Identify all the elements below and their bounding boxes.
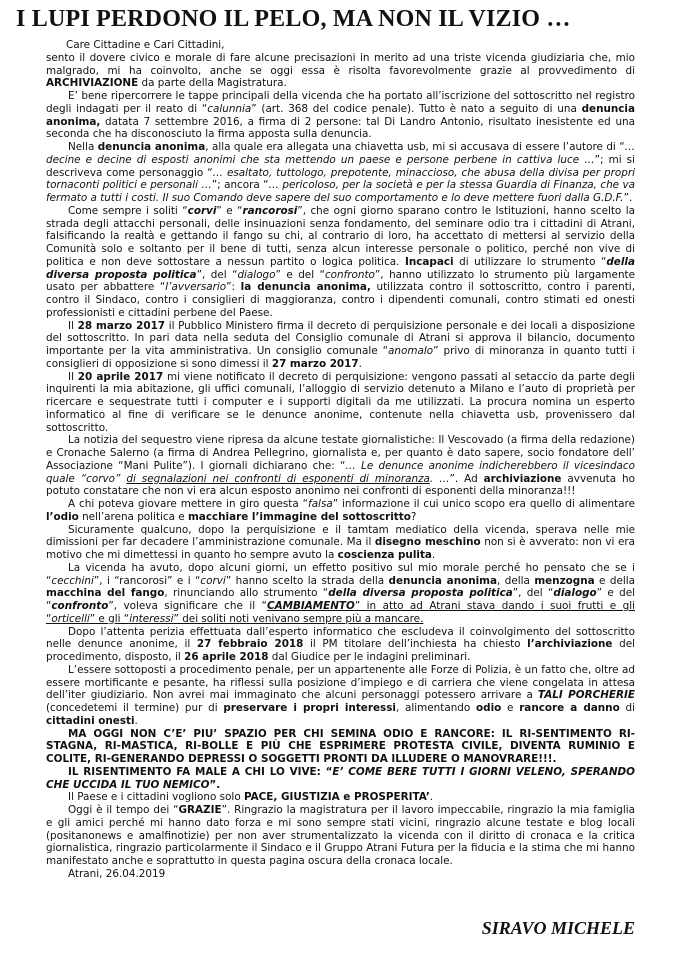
p10-run: ” e del “	[46, 587, 635, 612]
p8-run: l’odio	[46, 510, 79, 523]
p10-run: ” e gli “	[89, 612, 130, 625]
p16-run: Oggi è il tempo dei “	[68, 804, 179, 816]
p10-run: ”, i “rancorosi” e i “	[93, 574, 201, 587]
p15-run: PACE, GIUSTIZIA e PROSPERITA’	[243, 791, 430, 804]
p12-run: odio	[476, 702, 502, 714]
paragraph-11	[46, 626, 635, 664]
paragraph-14	[46, 766, 635, 792]
signature: SIRAVO MICHELE	[481, 918, 635, 938]
p13-run: MA OGGI NON C’E’ PIU’ SPAZIO PER CHI SEMINA ODIO E RANCORE: IL RI-SENTIMENTO RI-STAGNA, RI-MASTICA, RI-BOLLE E PIÙ CHE ESPRIMERE PROTESTA CIVILE, DIVENTA RUMINIO E COLITE, RI-GENERANDO DEPRESSI O SOGGETTI PRONTI DA ILLUDERE O MANOVRARE!!!.	[46, 727, 635, 765]
place-date: Atrani, 26.04.2019	[68, 867, 166, 880]
p4-run: ” e “	[216, 204, 243, 217]
paragraph-15	[46, 791, 635, 804]
p7-run: . …	[429, 472, 450, 485]
p5-run: .	[358, 357, 362, 370]
p12-run: rancore a danno	[519, 702, 620, 714]
p5-run: anomalo	[388, 345, 434, 357]
p8-run: falsa	[308, 498, 333, 510]
p9-run: Sicuramente qualcuno, dopo la perquisizione e il tamtam mediatico della vicenda, sperava nelle mie dimissioni per far decadere l’amministrazione comunale. Ma il	[46, 523, 635, 549]
p8-run: nell’arena politica e	[78, 510, 188, 523]
p6-run: Il	[68, 370, 78, 383]
p4-run: Come sempre i soliti “	[68, 204, 188, 217]
p8-run: ” informazione il cui unico scopo era quello di alimentare	[332, 498, 635, 510]
p2-run: datata 7 settembre 2016, a firma di 2 persone: tal Di Landro Antonio, risultato inesistente ed una seconda che ha disconosciuto la firma apposta sulla denuncia.	[46, 115, 635, 141]
p5-run: il Pubblico Ministero firma il decreto di perquisizione personale e dei locali a disposizione del sottoscritto. In pari data nella seduta del Consiglio comunale di Atrani si approva il bilancio, documento importante per la vita amministrativa. Un consiglio comunale “	[46, 319, 635, 357]
p3-run: … decine e decine di esposti anonimi che sta mettendo un paese e persone perbene in cattiva luce …	[46, 141, 636, 166]
p10-run: ” dei soliti noti venivano sempre più a mancare.	[173, 612, 424, 625]
p7-run: avvenuta ho potuto constatare che non vi era alcun esposto anonimo nei confronti di esponenti della minoranza!!!	[46, 472, 635, 498]
paragraph-7	[46, 434, 635, 498]
p10-run: dialogo	[553, 587, 597, 600]
p11-run: 27 febbraio 2018	[196, 638, 304, 651]
p5-run: 27 marzo 2017	[271, 357, 359, 370]
p11-run: dal Giudice per le indagini preliminari.	[268, 651, 471, 663]
p4-run: ”, del “	[196, 268, 238, 281]
p15-run: .	[429, 791, 434, 804]
paragraph-1	[46, 52, 635, 90]
p8-run: macchiare l’immagine del sottoscritto	[187, 510, 411, 523]
p2-run: E’ bene ripercorrere le tappe principali della vicenda che ha portato all’iscrizione del sottoscritto nel registro degli indagati per il reato di “	[46, 90, 635, 115]
p6-run: mi viene notificato il decreto di perquisizione: vengono passati al setaccio da parte degli inquirenti la mia abitazione, gli uffici comunali, l’alloggio di servizio detenuto a Milano e l’auto di proprietà per ricercare e sequestrate tutti i computer e i supporti digitali da me utilizzati. La procura nomina un esperto informatico al fine di verificare se le denunce anonime, contenute nella chiavetta usb, provenissero dal sottoscritto.	[46, 370, 636, 434]
p4-run: utilizzata contro il sottoscritto, contro i parenti, contro il Sindaco, contro i consiglieri di maggioranza, contro i dipendenti comunali, contro stimati ed onesti professionisti e cittadini perbene del Paese.	[46, 281, 635, 319]
p10-run: confronto	[51, 600, 109, 612]
p11-run: 26 aprile 2018	[184, 651, 269, 663]
p10-run: macchina del fango	[46, 587, 165, 600]
p5-run: ” privo di minoranza in quanto tutti i consiglieri di opposizione si sono dimessi il	[46, 345, 635, 370]
p2-run: ” (art. 368 del codice penale). Tutto è nato a seguito di una	[251, 102, 582, 115]
p4-run: ”:	[226, 281, 241, 294]
p4-run: ”, che ogni giorno sparano contro le Istituzioni, hanno scelto la strada degli attacchi personali, delle insinuazioni senza fondamento, del seminare odio tra i cittadini di Atrani, falsificando la realtà e gettando il fango su chi, al contrario di loro, ha accettato di mettersi al servizio della Comunità solo e soltanto per il bene di tutti, senza alcun interesse personale o politico, perché non vive di politica e non deve sottostare a nessun partito o logica politica.	[46, 204, 635, 268]
paragraph-6	[46, 371, 635, 435]
p12-run: preservare i propri interessi	[223, 702, 396, 714]
p12-run: di	[619, 702, 635, 714]
p12-run: e	[501, 702, 520, 714]
p12-run: L’essere sottoposti a procedimento penale, per un appartenente alle Forze di Polizia, è un fatto che, oltre ad essere mortificante e pesante, ha riflessi sulla posizione d’impiego e di carriera che viene congelata in attesa dell’iter giudiziario. Non avrei mai immaginato che alcuni personaggi potessero arrivare a	[46, 663, 635, 702]
p9-run: coscienza pulita	[337, 549, 432, 561]
p9-run: .	[431, 549, 436, 561]
p10-run: corvi	[200, 574, 226, 587]
p12-run: (concedetemi il termine) pur di	[46, 702, 224, 714]
p4-run: la denuncia anonima,	[240, 281, 371, 294]
p10-run: ”, del “	[512, 587, 554, 600]
document-title: I LUPI PERDONO IL PELO, MA NON IL VIZIO …	[16, 6, 571, 32]
p1-run: ARCHIVIAZIONE	[46, 77, 139, 90]
p12-run: .	[134, 714, 138, 727]
p10-run: La vicenda ha avuto, dopo alcuni giorni, un effetto positivo sul mio morale perché ho pensato che se i “	[46, 561, 635, 587]
p5-run: Il	[68, 319, 78, 332]
paragraph-10	[46, 562, 635, 626]
paragraph-2	[46, 90, 635, 141]
p11-run: Dopo l’attenta perizia effettuata dall’esperto informatico che escludeva il coinvolgimento del sottoscritto nelle denunce anonime, il	[46, 625, 635, 651]
p14-run: E’ COME BERE TUTTI I GIORNI VELENO, SPERANDO CHE UCCIDA IL TUO NEMICO	[46, 765, 635, 791]
p4-run: Incapaci	[405, 255, 454, 268]
p11-run: l’archiviazione	[527, 638, 613, 651]
p3-run: denuncia anonima	[97, 141, 206, 153]
p4-run: dialogo	[237, 268, 276, 281]
p9-run: non si è avverato: non vi era motivo che mi dimettessi in quanto ho sempre avuto la	[46, 536, 635, 561]
p1-run: sento il dovere civico e morale di fare alcune precisazioni in merito ad una triste vicenda giudiziaria che, mio malgrado, mi ha coinvolto, anche se oggi essa è risolta favorevolmente grazie al provvedimento di	[46, 51, 635, 77]
p6-run: 20 aprile 2017	[77, 370, 164, 383]
p10-run: denuncia anonima	[388, 574, 498, 587]
p10-run: menzogna	[534, 574, 595, 587]
p14-run: IL RISENTIMENTO FA MALE A CHI LO VIVE: “	[68, 765, 333, 778]
p4-run: l’avversario	[165, 281, 227, 294]
p10-run: orticelli	[51, 612, 90, 625]
p10-run: cecchini	[51, 574, 94, 587]
paragraph-4	[46, 205, 635, 320]
p7-run: ”. Ad	[449, 472, 484, 485]
p10-run: della diversa proposta politica	[328, 587, 513, 600]
p10-run: CAMBIAMENTO	[266, 600, 355, 612]
p4-run: confronto	[324, 268, 375, 281]
p4-run: ”, hanno utilizzato lo strumento più largamente usato per abbattere “	[46, 268, 635, 294]
p11-run: il PM titolare dell’inchiesta ha chiesto	[303, 638, 528, 651]
p11-run: del procedimento, disposto, il	[46, 638, 635, 663]
p16-run: ”. Ringrazio la magistratura per il lavoro impeccabile, ringrazio la mia famiglia e gli amici perché mi hanno dato forza e mi sono sempre stati vicini, ringrazio alcune testate e blog locali (positanonews e amalfinotizie) per non aver strumentalizzato la vicenda con il diritto di cronaca e la critica giornalistica, ringrazio particolarmente il Sindaco e il Gruppo Atrani Futura per la fiducia e la stima che mi hanno manifestato anche e soprattutto in questa pagina oscura della cronaca locale.	[46, 804, 635, 867]
p3-run: … pericoloso, per la società e per la stessa Guardia di Finanza, che va fermato a tutti i costi. Il suo Comando deve sapere del suo comportamento e lo deve mettere fuori dalla G.D.F.	[46, 179, 636, 204]
letter-body	[46, 39, 635, 881]
p10-run: ” hanno scelto la strada della	[225, 574, 389, 587]
p2-run: denuncia anonima,	[46, 102, 635, 128]
p12-run: , alimentando	[395, 702, 476, 714]
p7-run: archiviazione	[483, 472, 562, 485]
p3-run: Nella	[68, 141, 98, 153]
p4-run: della diversa proposta politica	[46, 255, 635, 281]
p7-run: La notizia del sequestro viene ripresa da alcune testate giornalistiche: Il Vescovado (a firma della redazione) e Cronache Salerno (a firma di Andrea Pellegrino, giornalista e, per quanto è dato sapere, socio fondatore dell’ Associazione “Mani Pulite”). I giornali dichiarano che: “	[46, 434, 635, 472]
p3-run: … esaltato, tuttologo, prepotente, minaccioso, che abusa della divisa per propri tornaconti politici e personali …	[46, 166, 635, 192]
p3-run: ”.	[623, 192, 633, 204]
p7-run: di segnalazioni nei confronti di esponenti di minoranza	[126, 472, 430, 485]
p10-run: e della	[594, 574, 635, 587]
p3-run: ”; ancora “	[211, 179, 269, 192]
paragraph-9	[46, 524, 635, 562]
p9-run: disegno meschino	[374, 536, 481, 549]
p4-run: di utilizzare lo strumento “	[453, 255, 607, 268]
greeting: Care Cittadine e Cari Cittadini,	[66, 39, 225, 51]
paragraph-3	[46, 141, 635, 205]
p1-run: da parte della Magistratura.	[138, 77, 287, 90]
p16-run: GRAZIE	[178, 804, 222, 816]
p10-run: , della	[497, 574, 535, 587]
paragraph-5	[46, 320, 635, 371]
paragraph-12	[46, 664, 635, 728]
p5-run: 28 marzo 2017	[77, 319, 166, 332]
p12-run: cittadini onesti	[46, 714, 135, 727]
p2-run: calunnia	[207, 102, 252, 115]
p10-run: ”, voleva significare che il “	[108, 600, 267, 612]
p10-run: ” in atto ad Atrani stava dando i suoi frutti e gli “	[46, 600, 635, 625]
p4-run: ” e del “	[275, 268, 325, 281]
p12-run: TALI PORCHERIE	[537, 689, 635, 702]
p14-run: ”.	[209, 778, 221, 791]
p4-run: corvi	[187, 204, 217, 217]
paragraph-16	[46, 804, 635, 868]
p10-run: , rinunciando allo strumento “	[164, 587, 329, 600]
p15-run: Il Paese e i cittadini vogliono solo	[68, 791, 244, 804]
p4-run: rancorosi	[242, 204, 298, 217]
p8-run: A chi poteva giovare mettere in giro questa “	[68, 498, 309, 510]
paragraph-8	[46, 498, 635, 524]
p10-run: interessi	[129, 612, 174, 625]
p3-run: , alla quale era allegata una chiavetta usb, mi si accusava di essere l’autore di “	[205, 141, 625, 153]
paragraph-13	[46, 728, 635, 766]
p7-run: … Le denunce anonime indicherebbero il vicesindaco quale “corvo”	[46, 459, 635, 485]
p8-run: ?	[410, 510, 417, 523]
p3-run: ”; mi si descriveva come personaggio “	[46, 153, 635, 179]
